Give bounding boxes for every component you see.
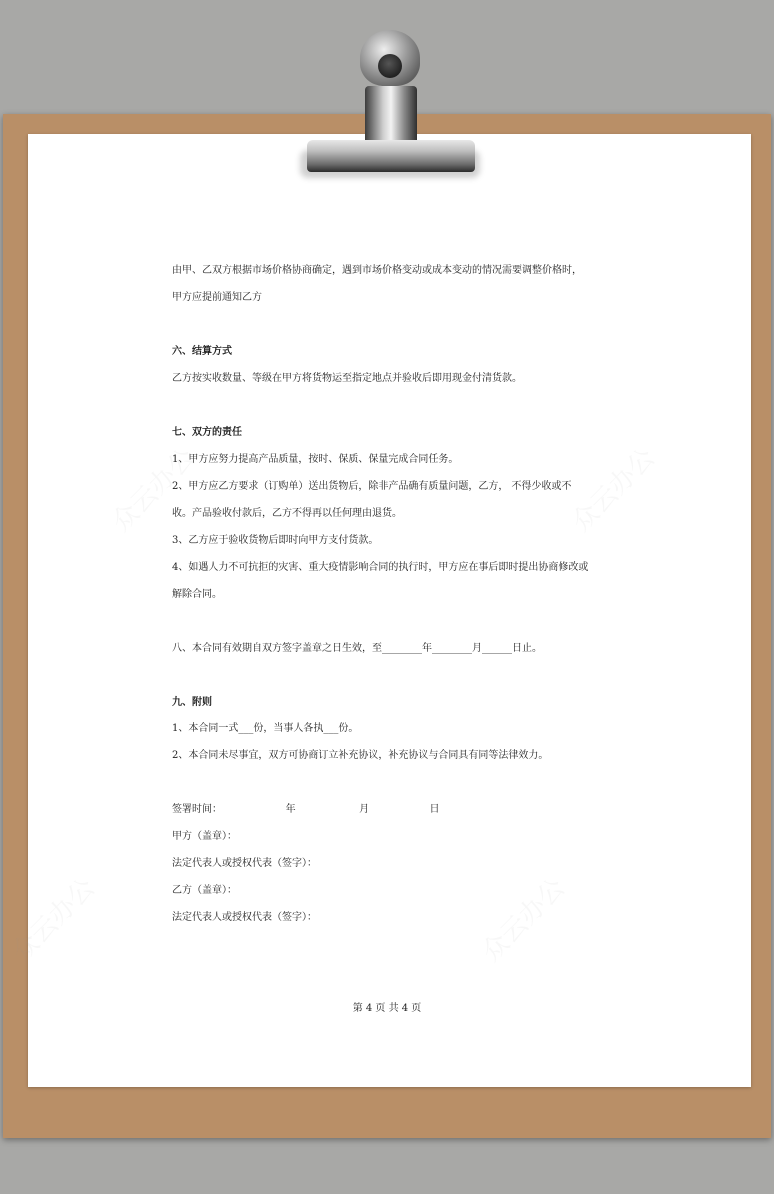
paragraph-line: 乙方按实收数量、等级在甲方将货物运至指定地点并验收后即用现金付清货款。 xyxy=(172,373,522,384)
watermark: 众云办公 xyxy=(106,442,202,538)
paragraph-line: 1、甲方应努力提高产品质量，按时、保质、保量完成合同任务。 xyxy=(172,454,459,465)
signing-date: 签署时间： 年 月 日 xyxy=(172,804,440,815)
section-heading: 七、双方的责任 xyxy=(172,427,242,438)
watermark: 众云办公 xyxy=(476,872,572,968)
page-number: 第 4 页 共 4 页 xyxy=(352,1003,422,1014)
section-heading: 六、结算方式 xyxy=(172,346,232,357)
watermark: 众云办公 xyxy=(6,872,102,968)
paragraph-line: 解除合同。 xyxy=(172,589,222,600)
signature-line: 乙方（盖章）： xyxy=(172,885,237,896)
signature-line: 法定代表人或授权代表（签字）： xyxy=(172,912,317,923)
paragraph-line: 2、甲方应乙方要求（订购单）送出货物后，除非产品确有质量问题，乙方， 不得少收或不 xyxy=(172,481,572,492)
watermark: 众云办公 xyxy=(566,442,662,538)
signature-line: 法定代表人或授权代表（签字）： xyxy=(172,858,317,869)
section-heading: 九、附则 xyxy=(172,697,212,708)
signature-line: 甲方（盖章）： xyxy=(172,831,237,842)
paragraph-line: 3、乙方应于验收货物后即时向甲方支付货款。 xyxy=(172,535,379,546)
paragraph-line: 由甲、乙双方根据市场价格协商确定，遇到市场价格变动或成本变动的情况需要调整价格时， xyxy=(172,265,582,276)
paragraph-line: 1、本合同一式___份，当事人各执___份。 xyxy=(172,723,359,734)
paragraph-line: 收。产品验收付款后，乙方不得再以任何理由退货。 xyxy=(172,508,402,519)
paragraph-line: 4、如遇人力不可抗拒的灾害、重大疫情影响合同的执行时，甲方应在事后即时提出协商修改或 xyxy=(172,562,589,573)
paragraph-line: 2、本合同未尽事宜，双方可协商订立补充协议，补充协议与合同具有同等法律效力。 xyxy=(172,750,549,761)
section-heading: 八、本合同有效期自双方签字盖章之日生效，至________年________月______日止。 xyxy=(172,643,542,654)
paragraph-line: 甲方应提前通知乙方 xyxy=(172,292,262,303)
